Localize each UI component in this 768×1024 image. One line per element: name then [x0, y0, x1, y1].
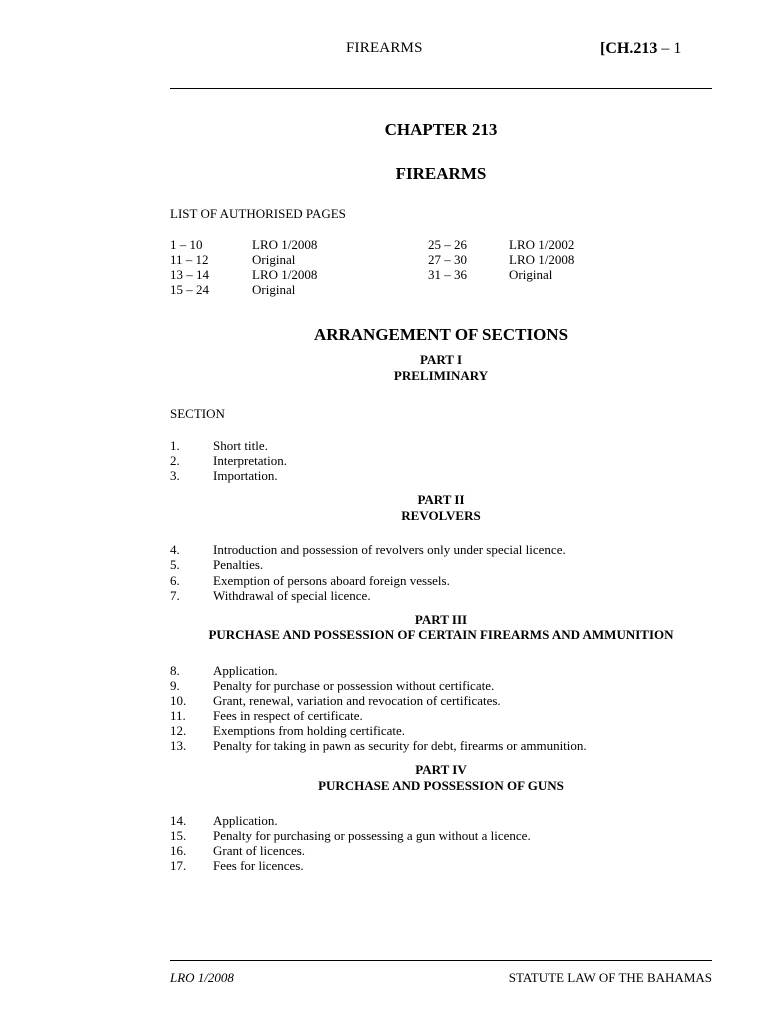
chapter-heading: CHAPTER 213: [384, 120, 498, 139]
section-label: SECTION: [170, 406, 225, 421]
running-header-title: FIREARMS: [346, 40, 423, 56]
footer-publication: STATUTE LAW OF THE BAHAMAS: [508, 970, 712, 985]
header-rule: [170, 88, 712, 89]
arrangement-heading: ARRANGEMENT OF SECTIONS: [313, 325, 569, 344]
running-header-chapter: [600, 40, 681, 58]
footer-revision: LRO 1/2008: [170, 970, 234, 985]
part-heading: PART I: [419, 352, 463, 367]
part-title: PURCHASE AND POSSESSION OF GUNS: [318, 778, 564, 793]
authorised-pages-heading: LIST OF AUTHORISED PAGES: [170, 206, 346, 221]
act-title: FIREARMS: [395, 164, 487, 183]
part-title: REVOLVERS: [401, 508, 481, 523]
part-heading: PART III: [414, 612, 468, 627]
page-number: – 1: [657, 40, 682, 57]
part-title: PRELIMINARY: [393, 368, 489, 383]
part-heading: PART IV: [415, 762, 467, 777]
footer-rule: [170, 960, 712, 961]
chapter-ref: [CH.213: [600, 40, 658, 57]
part-heading: PART II: [417, 492, 465, 507]
part-title: PURCHASE AND POSSESSION OF CERTAIN FIREARMS AND AMMUNITION: [208, 627, 674, 642]
